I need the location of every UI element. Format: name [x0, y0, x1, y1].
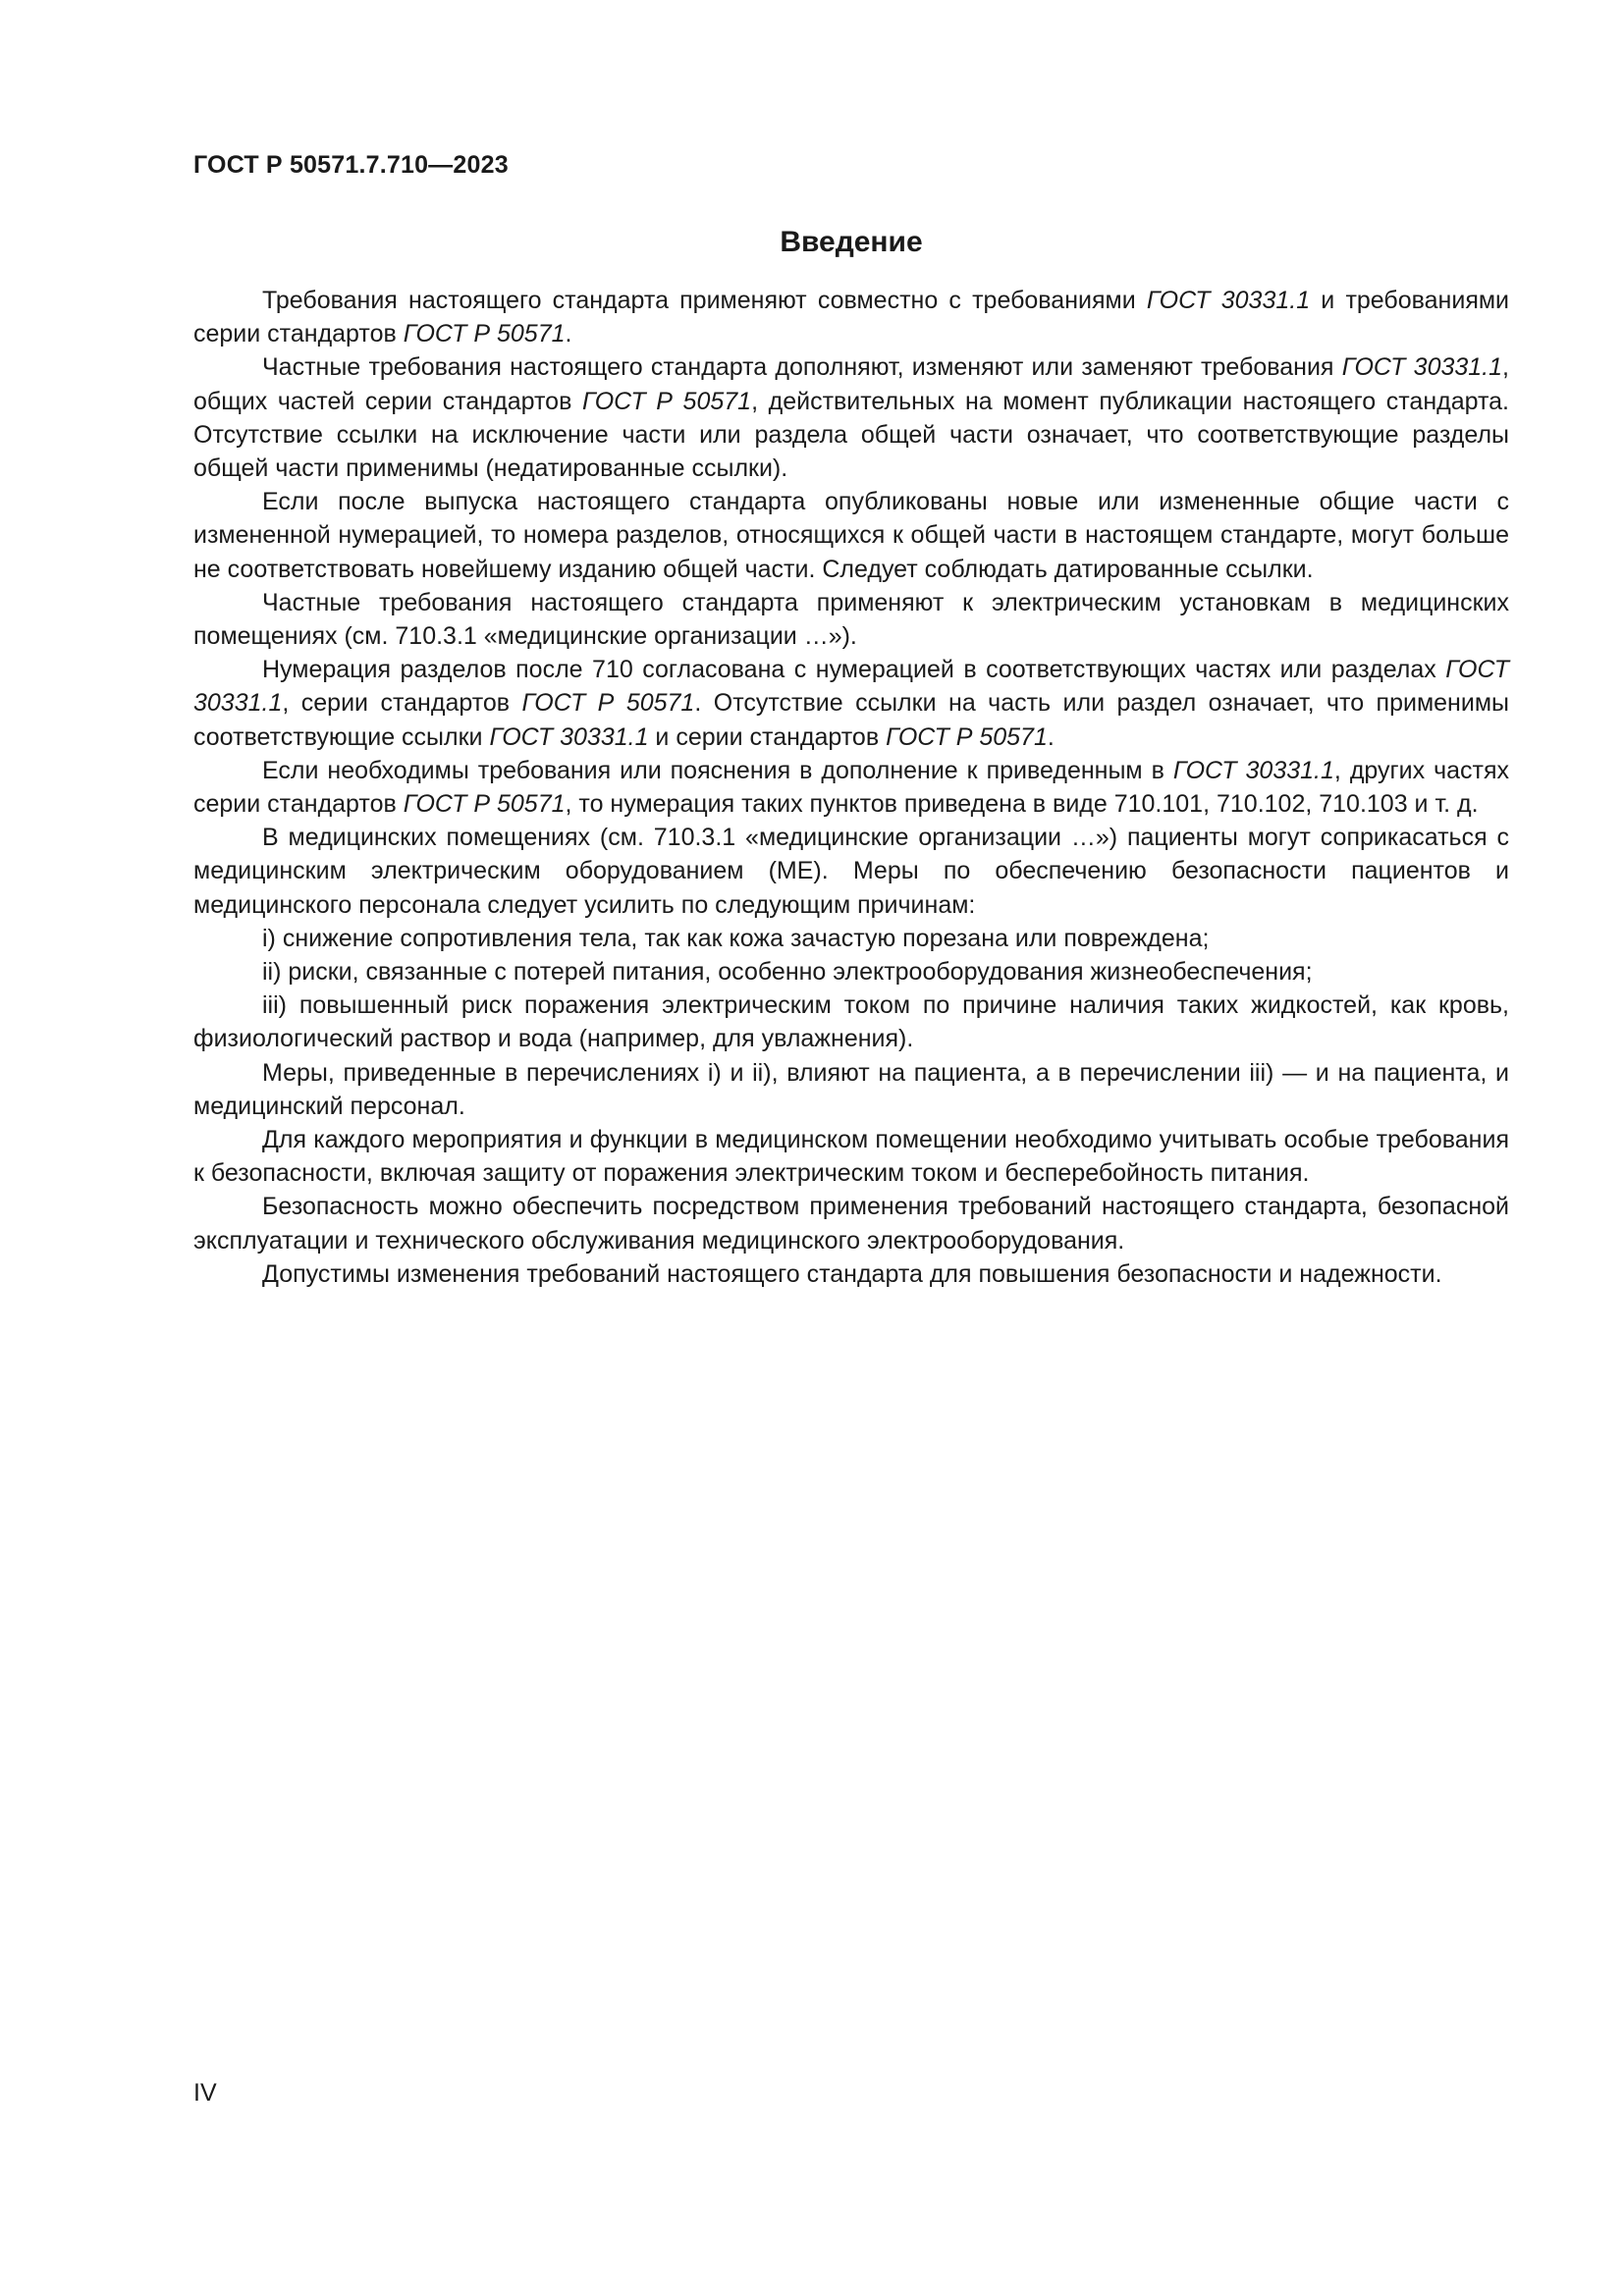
text-run: ii) риски, связанные с потерей питания, особенно электрооборудования жизнеобеспечения; [262, 958, 1313, 987]
introduction-body [193, 284, 1509, 1291]
paragraph [193, 1123, 1509, 1190]
page-number: IV [193, 2079, 217, 2107]
text-run: , общих частей серии стандартов [193, 353, 1509, 415]
paragraph [193, 653, 1509, 754]
paragraph [193, 754, 1509, 821]
text-run: и требованиями серии стандартов [193, 287, 1510, 348]
text-run: Для каждого мероприятия и функции в медицинском помещении необходимо учитывать особые требования к безопасности, включая защиту от поражения электрическим током и бесперебойность питания. [193, 1126, 1509, 1188]
text-run: , серии стандартов [282, 689, 522, 718]
standard-reference: ГОСТ 30331.1 [1341, 353, 1503, 382]
text-run: , то нумерация таких пунктов приведена в виде 710.101, 710.102, 710.103 и т. д. [565, 790, 1479, 819]
text-run: Требования настоящего стандарта применяют совместно с требованиями [262, 287, 1147, 314]
text-run: Нумерация разделов после 710 согласована с нумерацией в соответствующих частях или разделах [262, 656, 1446, 684]
text-run: Допустимы изменения требований настоящего стандарта для повышения безопасности и надежности. [262, 1259, 1442, 1288]
paragraph [193, 988, 1509, 1055]
paragraph [193, 485, 1509, 586]
text-run: . [1047, 722, 1055, 751]
text-run: Частные требования настоящего стандарта применяют к электрическим установкам в медицинских помещениях (см. 710.3.1 «медицинские организации …»). [193, 588, 1509, 651]
paragraph [193, 350, 1509, 485]
paragraph [193, 955, 1509, 988]
text-run: , действительных на момент публикации настоящего стандарта. Отсутствие ссылки на исключение части или раздела общей части означает, что соответствующие разделы общей части применимы (недатированные ссылки). [193, 387, 1509, 483]
text-run: В медицинских помещениях (см. 710.3.1 «медицинские организации …») пациенты могут соприкасаться с медицинским электрическим оборудованием (МЕ). Меры по обеспечению безопасности пациентов и медицинского персонала следует усилить по следующим причинам: [193, 824, 1509, 919]
standard-reference: ГОСТ Р 50571 [886, 722, 1048, 751]
text-run: Если необходимы требования или пояснения в дополнение к приведенным в [262, 756, 1173, 784]
paragraph [193, 1257, 1509, 1291]
standard-reference: ГОСТ Р 50571 [521, 689, 695, 718]
paragraph [193, 1056, 1509, 1123]
text-run: i) снижение сопротивления тела, так как кожа зачастую порезана или повреждена; [262, 924, 1210, 952]
section-title: Введение [780, 226, 923, 258]
text-run: , других частях серии стандартов [193, 756, 1510, 819]
standard-reference: ГОСТ 30331.1 [1172, 756, 1334, 784]
text-run: и серии стандартов [648, 722, 887, 751]
paragraph [193, 1190, 1509, 1256]
standard-reference: ГОСТ Р 50571 [403, 320, 566, 348]
text-run: Если после выпуска настоящего стандарта опубликованы новые или измененные общие части с измененной нумерацией, то номера разделов, относящихся к общей части в настоящем стандарте, могут больше не соответствовать новейшему изданию общей части. Следует соблюдать датированные ссылки. [193, 488, 1509, 583]
paragraph [193, 586, 1509, 653]
paragraph [193, 821, 1509, 922]
text-run: . [565, 320, 572, 348]
standard-reference: ГОСТ 30331.1 [489, 722, 649, 751]
standard-reference: ГОСТ Р 50571 [581, 387, 752, 415]
text-run: Частные требования настоящего стандарта дополняют, изменяют или заменяют требования [262, 353, 1342, 382]
standard-reference: ГОСТ Р 50571 [403, 790, 566, 819]
text-run: Меры, приведенные в перечислениях i) и ii), влияют на пациента, а в перечислении iii) — и на пациента, и медицинский персонал. [193, 1058, 1509, 1120]
standard-reference: ГОСТ 30331.1 [193, 656, 1509, 718]
text-run: . Отсутствие ссылки на часть или раздел означает, что применимы соответствующие ссылки [193, 689, 1509, 751]
text-run: iii) повышенный риск поражения электрическим током по причине наличия таких жидкостей, как кровь, физиологический раствор и вода (например, для увлажнения). [193, 991, 1509, 1053]
document-code-header: ГОСТ Р 50571.7.710—2023 [193, 151, 509, 179]
paragraph [193, 284, 1509, 350]
paragraph [193, 922, 1509, 955]
text-run: Безопасность можно обеспечить посредством применения требований настоящего стандарта, безопасной эксплуатации и технического обслуживания медицинского электрооборудования. [193, 1193, 1509, 1255]
standard-reference: ГОСТ 30331.1 [1146, 287, 1311, 314]
